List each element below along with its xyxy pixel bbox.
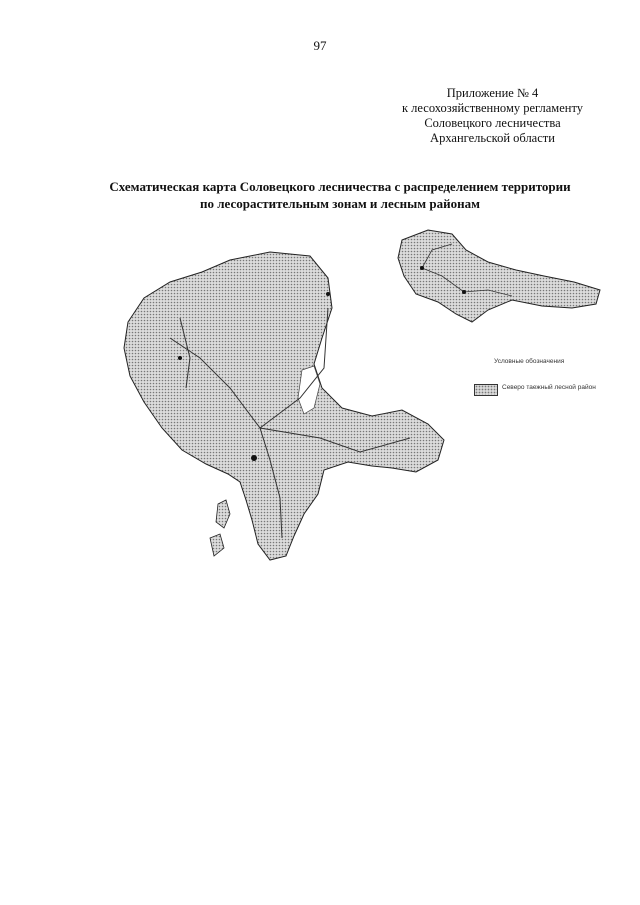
inset-island-shape xyxy=(398,230,600,322)
small-island-shape xyxy=(216,500,230,528)
appendix-line: Соловецкого лесничества xyxy=(424,116,561,130)
small-island-shape xyxy=(210,534,224,556)
page-number: 97 xyxy=(313,38,327,53)
title-line: по лесорастительным зонам и лесным районам xyxy=(200,196,480,211)
legend-label: Северо таежный лесной район xyxy=(502,384,596,391)
settlement-marker xyxy=(326,292,330,296)
legend-swatch xyxy=(474,384,498,396)
inset-island-map xyxy=(392,220,612,330)
appendix-line: Приложение № 4 xyxy=(446,86,539,100)
document-title xyxy=(60,178,620,212)
settlement-marker xyxy=(462,290,466,294)
legend-title: Условные обозначения xyxy=(494,358,565,365)
settlement-marker xyxy=(251,455,257,461)
appendix-block xyxy=(380,86,605,146)
appendix-line: к лесохозяйственному регламенту xyxy=(401,101,584,115)
settlement-marker xyxy=(178,356,182,360)
settlement-marker xyxy=(420,266,424,270)
title-line: Схематическая карта Соловецкого лесничества с распределением территории xyxy=(109,179,571,194)
appendix-line: Архангельской области xyxy=(430,131,555,145)
